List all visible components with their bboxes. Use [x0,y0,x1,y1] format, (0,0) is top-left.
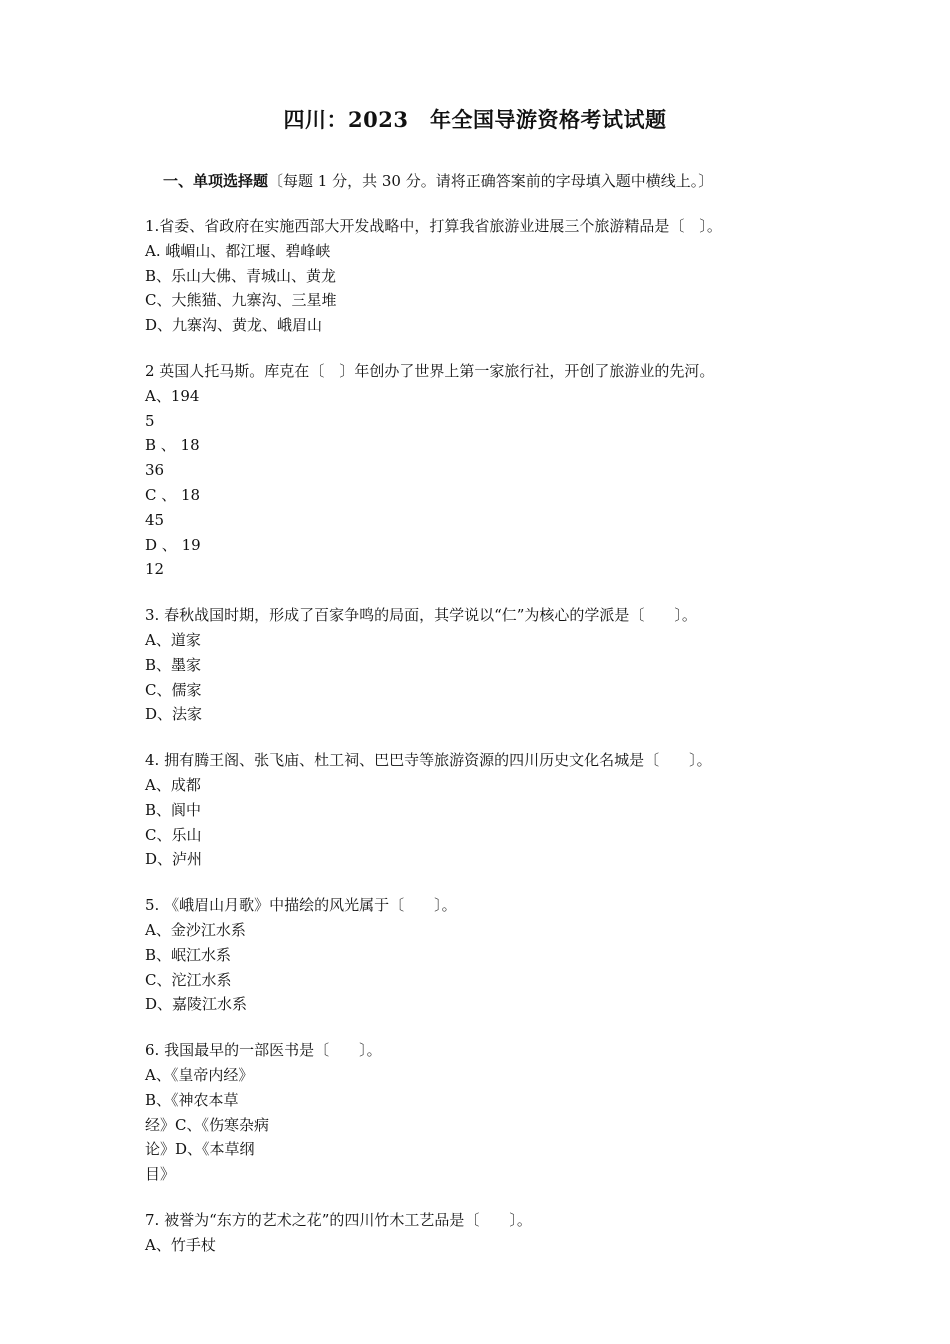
question-7 [145,1208,845,1258]
answer-option-line: 目》 [145,1165,176,1184]
question-1 [145,214,845,338]
question-2 [145,359,845,582]
answer-option-line: 5 [145,411,155,430]
answer-option-line: A、《皇帝内经》 [145,1065,254,1084]
answer-option-line: 12 [145,560,165,579]
answer-option-line: C、大熊猫、九寨沟、三星堆 [145,291,337,310]
question-5 [145,893,845,1017]
document-title: 四川：2023 年全国导游资格考试试题 [283,107,667,132]
answer-option-line: A、竹手杖 [145,1235,216,1254]
answer-option-line: B、阆中 [145,800,202,819]
answer-option-line: D、法家 [145,705,203,724]
answer-option-line: B、《神农本草 [145,1090,239,1109]
question-list [145,214,845,1278]
answer-option-line: 论》D、《本草纲 [145,1140,255,1159]
question-stem: 2 英国人托马斯。库克在〔 〕年创办了世界上第一家旅行社，开创了旅游业的先河。 [145,361,715,380]
question-stem: 7. 被誉为“东方的艺术之花”的四川竹木工艺品是〔 〕。 [145,1210,532,1229]
question-stem: 3. 春秋战国时期，形成了百家争鸣的局面，其学说以“仁”为核心的学派是〔 〕。 [145,606,697,625]
answer-option-line: D、九寨沟、黄龙、峨眉山 [145,316,323,335]
answer-option-line: A、成都 [145,775,201,794]
question-stem: 5. 《峨眉山月歌》中描绘的风光属于〔 〕。 [145,896,457,915]
answer-option-line: A、194 [145,386,200,405]
answer-option-line: 36 [145,461,165,480]
answer-option-line: 经》C、《伤寒杂病 [145,1115,269,1134]
question-stem: 4. 拥有腾王阁、张飞庙、杜工祠、巴巴寺等旅游资源的四川历史文化名城是〔 〕。 [145,751,712,770]
answer-option-line: C、沱江水系 [145,970,232,989]
question-6 [145,1038,845,1187]
answer-option-line: B 、 18 [145,436,200,455]
answer-option-line: B、岷江水系 [145,945,232,964]
question-4 [145,748,845,872]
question-3 [145,603,845,727]
question-stem: 1.省委、省政府在实施西部大开发战略中，打算我省旅游业进展三个旅游精品是〔 〕。 [145,217,722,235]
section-header [163,170,713,191]
section-heading: 一、单项选择题 [163,172,269,190]
answer-option-line: D 、 19 [145,535,201,554]
answer-option-line: C、乐山 [145,825,202,844]
answer-option-line: D、嘉陵江水系 [145,995,248,1014]
answer-option-line: A. 峨嵋山、都江堰、碧峰峡 [145,241,331,260]
answer-option-line: A、道家 [145,630,201,649]
answer-option-line: D、泸州 [145,850,203,869]
answer-option-line: C 、 18 [145,485,201,504]
answer-option-line: C、儒家 [145,680,202,699]
answer-option-line: B、乐山大佛、青城山、黄龙 [145,266,337,285]
answer-option-line: 45 [145,510,165,529]
answer-option-line: A、金沙江水系 [145,920,246,939]
answer-option-line: B、墨家 [145,655,202,674]
section-instructions: 〔每题 1 分，共 30 分。请将正确答案前的字母填入题中横线上。〕 [268,172,714,190]
question-stem: 6. 我国最早的一部医书是〔 〕。 [145,1041,382,1060]
